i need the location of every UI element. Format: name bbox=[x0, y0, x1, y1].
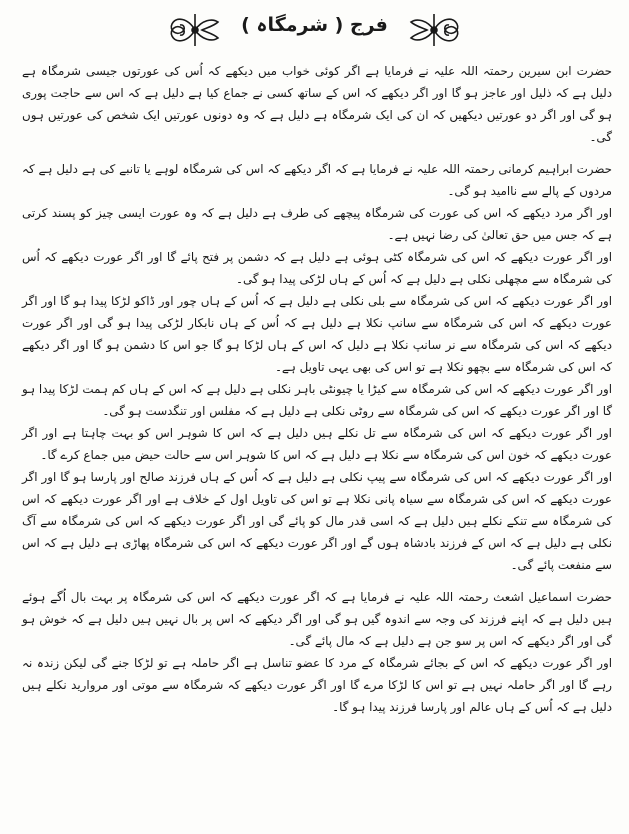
document-body bbox=[22, 60, 612, 718]
paragraph: حضرت ابن سیرین رحمتہ اللہ علیہ نے فرمایا ہے اگر کوئی خواب میں دیکھے کہ اُس کی عورتوں جیسی شرمگاہ ہے دلیل ہے کہ ذلیل اور عاجز ہو گا اور اگر دیکھے کہ اس کے ساتھ کسی نے جماع کیا ہے دلیل ہے کہ اس سے حاجت پوری ہو گی اور اگر دو عورتیں دیکھیں کہ ان کی ایک شرمگاہ ہے دلیل ہے کہ وہ دونوں عورتیں ایک شخص کی عورتیں ہوں گی۔ bbox=[22, 64, 612, 144]
paragraph: اور اگر عورت دیکھے کہ اس کے بجائے شرمگاہ کے مرد کا عضو تناسل ہے اگر حاملہ ہے تو لڑکا جنے گی لیکن زندہ نہ رہے گا اور اگر حاملہ نہیں ہے تو اس کا لڑکا مرے گا اور اگر عورت دیکھے کہ شرمگاہ سے موتی اور مروارید نکلے ہیں دلیل ہے کہ اُس کے ہاں عالم اور پارسا فرزند پیدا ہو گا۔ bbox=[22, 656, 612, 714]
page-title: فرج ( شرمگاہ ) bbox=[241, 14, 388, 36]
right-ornament-icon bbox=[405, 8, 463, 52]
paragraph: اور اگر مرد دیکھے کہ اس کی عورت کی شرمگاہ پیچھے کی طرف ہے دلیل ہے کہ وہ عورت ایسی چیز کو پسند کرتی ہے کہ جس میں حق تعالیٰ کی رضا نہیں ہے۔ bbox=[22, 206, 612, 242]
paragraph: اور اگر عورت دیکھے کہ اس کی شرمگاہ کٹی ہوئی ہے دلیل ہے کہ دشمن پر فتح پائے گا اور اگر عورت دیکھے کہ اُس کی شرمگاہ سے مچھلی نکلی ہے دلیل ہے کہ اُس کے ہاں لڑکی پیدا ہو گی۔ bbox=[22, 250, 612, 286]
title-header bbox=[0, 8, 629, 52]
paragraph: اور اگر عورت دیکھے کہ اس کی شرمگاہ سے تل نکلے ہیں دلیل ہے کہ اس کا شوہر اس کو بہت چاہتا ہے اور اگر عورت دیکھے کہ خون اس کی شرمگاہ سے نکلا ہے دلیل ہے کہ اس کا شوہر اس سے حالت حیض میں جماع کرے گا۔ bbox=[22, 426, 612, 462]
paragraph: اور اگر عورت دیکھے کہ اس کی شرمگاہ سے کیڑا یا چیونٹی باہر نکلی ہے دلیل ہے کہ اس کے ہاں کم ہمت لڑکا پیدا ہو گا اور اگر عورت دیکھے کہ اس کی شرمگاہ سے روٹی نکلی ہے دلیل ہے کہ مفلس اور تنگدست ہو گی۔ bbox=[22, 382, 612, 418]
paragraph: حضرت اسماعیل اشعث رحمتہ اللہ علیہ نے فرمایا ہے کہ اگر عورت دیکھے کہ اس کی شرمگاہ پر بہت بال اُگے ہوئے ہیں دلیل ہے کہ اپنے فرزند کی وجہ سے اندوہ گیں ہو گی اور اگر دیکھے کہ اس پر بال نہیں ہیں دلیل ہے کہ خوش ہو گی اور اگر دیکھے کہ اس پر سو جن ہے دلیل ہے کہ مال پائے گی۔ bbox=[22, 590, 612, 648]
paragraph: اور اگر عورت دیکھے کہ اس کی شرمگاہ سے پیپ نکلی ہے دلیل ہے کہ اُس کے ہاں فرزند صالح اور پارسا ہو گا اور اگر عورت دیکھے کہ اس کی شرمگاہ سے سیاہ پانی نکلا ہے تو اس کی تاویل اول کے خلاف ہے اور اگر عورت دیکھے کہ اس کی شرمگاہ سے تنکے نکلے ہیں دلیل ہے کہ اسی قدر مال کو پائے گی اور اگر عورت دیکھے کہ اس کی شرمگاہ سے آگ نکلی ہے دلیل ہے کہ اس کے فرزند بادشاہ ہوں گے اور اگر عورت دیکھے کہ اس کی شرمگاہ پھاڑی ہے دلیل ہے کہ اس سے منفعت پائے گی۔ bbox=[22, 470, 612, 572]
paragraph: حضرت ابراہیم کرمانی رحمتہ اللہ علیہ نے فرمایا ہے کہ اگر دیکھے کہ اس کی شرمگاہ لوہے یا تانبے کی ہے دلیل ہے کہ مردوں کے پالے سے ناامید ہو گی۔ bbox=[22, 162, 612, 198]
paragraph: اور اگر عورت دیکھے کہ اس کی شرمگاہ سے بلی نکلی ہے دلیل ہے کہ اُس کے ہاں چور اور ڈاکو لڑکا پیدا ہو گا اور اگر عورت دیکھے کہ اس کی شرمگاہ سے سانپ نکلا ہے دلیل ہے کہ اُس کے ہاں نابکار لڑکی پیدا ہو گی اور اگر عورت دیکھے کہ اس کی شرمگاہ سے نر سانپ نکلا ہے دلیل کہ اس کے ہاں لڑکا ہو گا جو اس کا دشمن ہو گا اور اگر دیکھے کہ اس کی شرمگاہ سے بچھو نکلا ہے تو اس کی بھی یہی تاویل ہے۔ bbox=[22, 294, 612, 374]
